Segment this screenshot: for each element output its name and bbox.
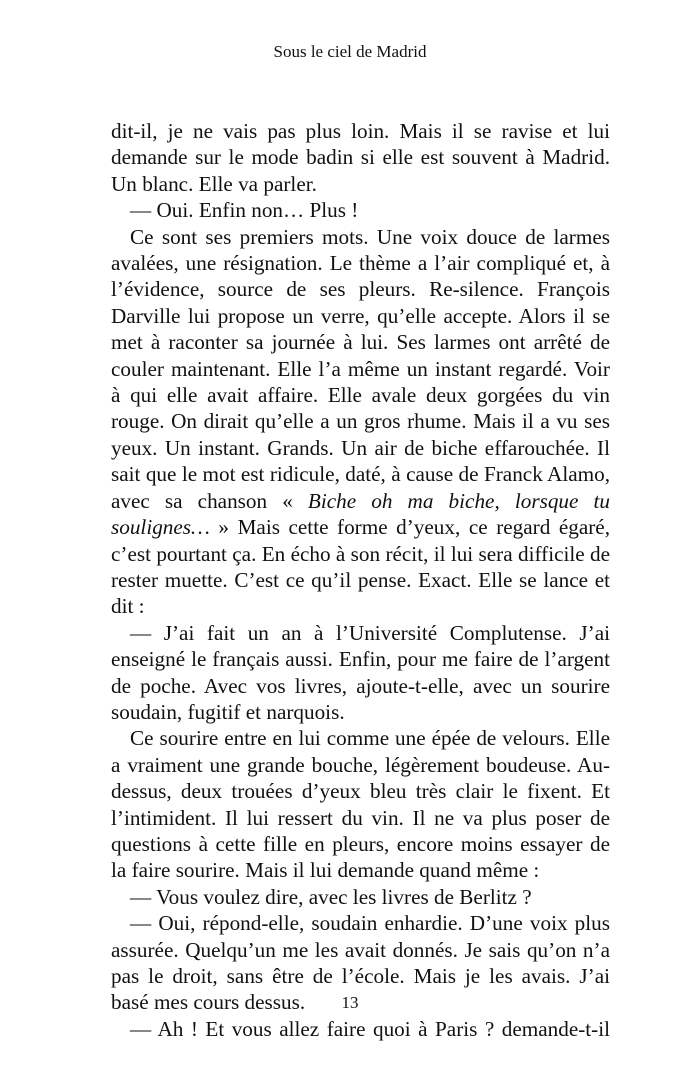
dialogue-text: — Oui, répond-elle, soudain enhardie. D’une voix plus assurée. Quelqu’un me les avait donnés. Je sais qu’on n’a pas le droit, sans être de l’école. Mais je les avais. J’ai basé mes cours dessus.: [111, 911, 610, 1015]
paragraph-text: » Mais cette forme d’yeux, ce regard égaré, c’est pourtant ça. En écho à son récit, il lui sera difficile de rester muette. C’est ce qu’il pense. Exact. Elle se lance et dit :: [111, 515, 610, 619]
dialogue-text: — J’ai fait un an à l’Université Complutense. J’ai enseigné le français aussi. Enfin, pour me faire de l’argent de poche. Avec vos livres, ajoute-t-elle, avec un sourire soudain, fugitif et narquois.: [111, 620, 610, 724]
body-text: [111, 118, 610, 1042]
dialogue-line: [111, 620, 610, 726]
paragraph: [111, 725, 610, 883]
paragraph-text: Ce sourire entre en lui comme une épée de velours. Elle a vraiment une grande bouche, légèrement boudeuse. Au-dessus, deux trouées d’yeux bleu très clair le fixent. Et l’intimident. Il lui ressert du vin. Il ne va plus poser de questions à cette fille en pleurs, encore moins essayer de la faire sourire. Mais il lui demande quand même :: [111, 726, 610, 883]
dialogue-line: [111, 1016, 610, 1042]
running-title: Sous le ciel de Madrid: [273, 42, 427, 61]
paragraph: [111, 224, 610, 620]
dialogue-text: — Ah ! Et vous allez faire quoi à Paris ? demande-t-il: [130, 1016, 610, 1041]
dialogue-text: — Oui. Enfin non… Plus !: [130, 198, 359, 223]
dialogue-text: — Vous voulez dire, avec les livres de Berlitz ?: [130, 884, 532, 909]
paragraph-text: Ce sont ses premiers mots. Une voix douce de larmes avalées, une résignation. Le thème a l’air compliqué et, à l’évidence, source de ses pleurs. Re-silence. François Darville lui propose un verre, qu’elle accepte. Alors il se met à raconter sa journée à lui. Ses larmes ont arrêté de couler maintenant. Elle l’a même un instant regardé. Voir à qui elle avait affaire. Elle avale deux gorgées du vin rouge. On dirait qu’elle a un gros rhume. Mais il a vu ses yeux. Un instant. Grands. Un air de biche effarouchée. Il sait que le mot est ridicule, daté, à cause de Franck Alamo, avec sa chanson «: [111, 224, 610, 513]
song-lyric-italic: Biche oh ma biche, lorsque tu soulignes…: [111, 488, 610, 540]
dialogue-line: [111, 884, 610, 910]
paragraph-continuation: [111, 118, 610, 197]
dialogue-line: [111, 197, 610, 223]
page-number: 13: [341, 993, 359, 1012]
paragraph-text: dit-il, je ne vais pas plus loin. Mais il se ravise et lui demande sur le mode badin si elle est souvent à Madrid. Un blanc. Elle va parler.: [111, 119, 610, 196]
